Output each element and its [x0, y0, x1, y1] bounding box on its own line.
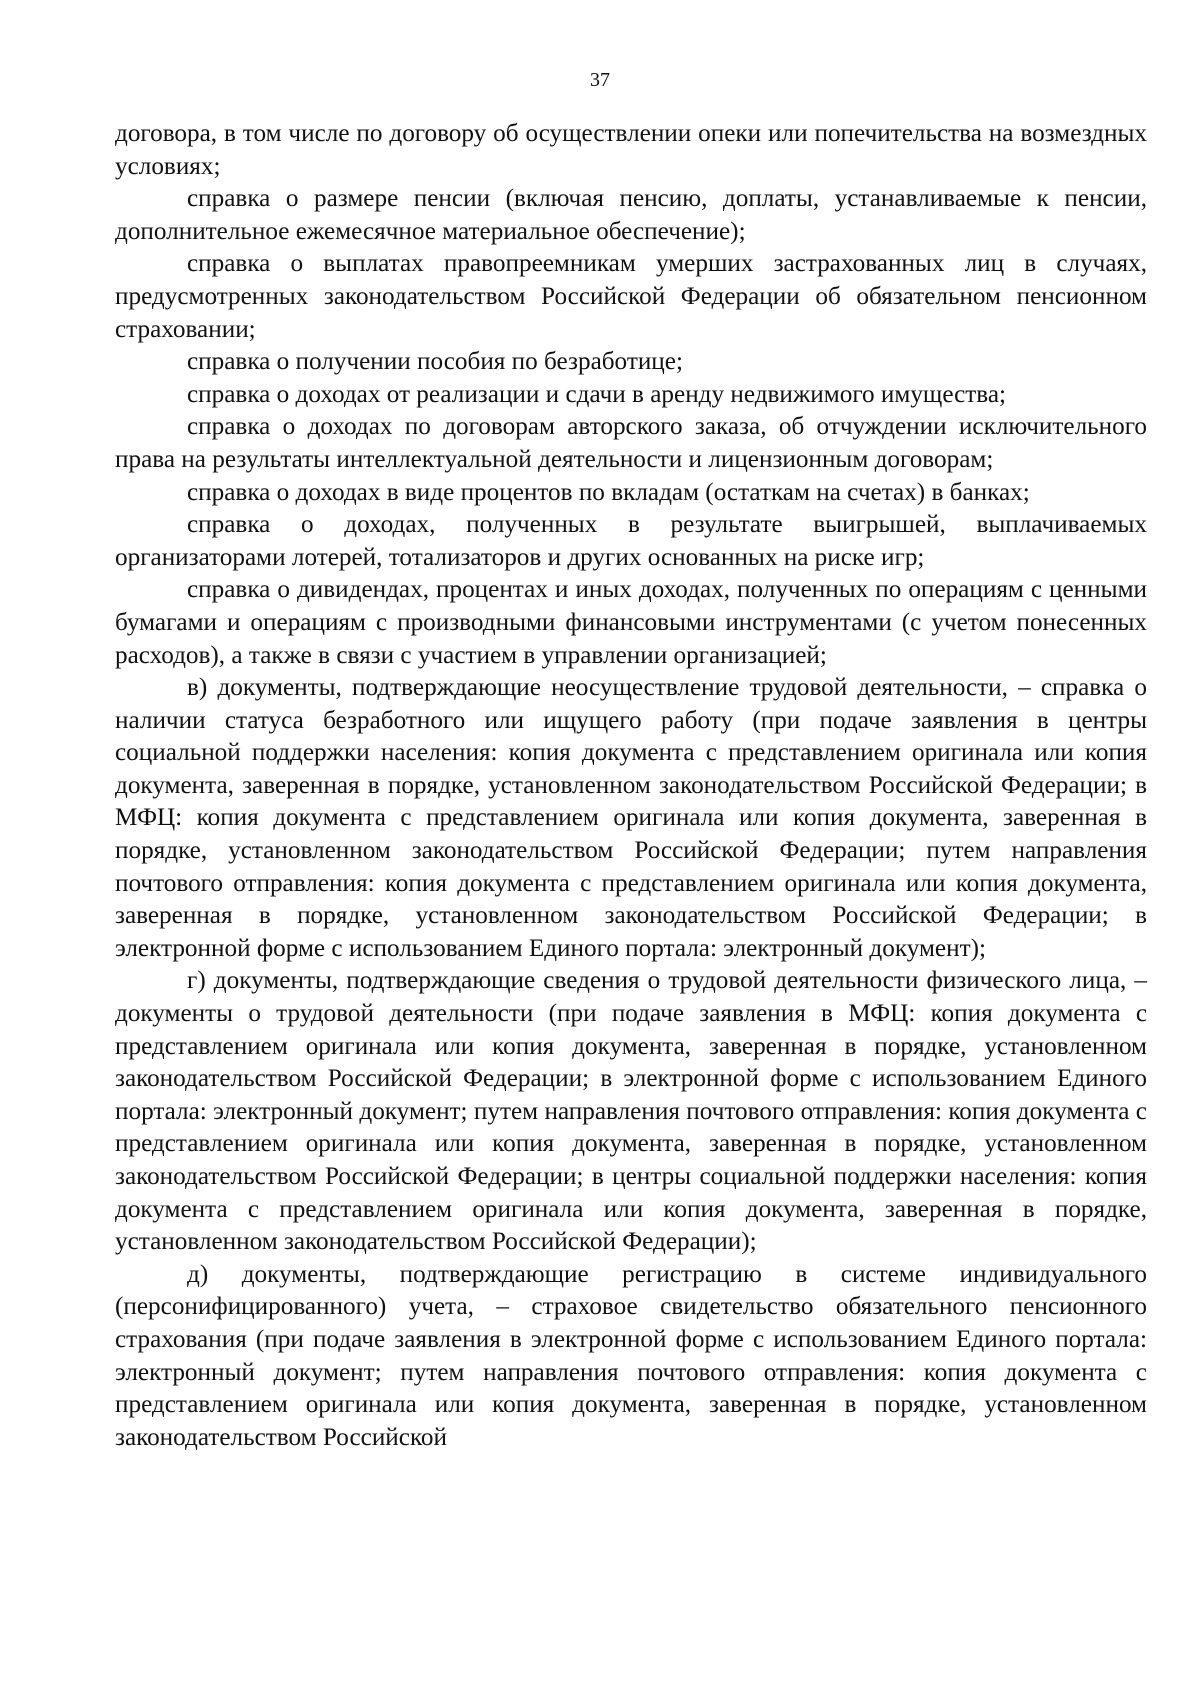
document-body: [115, 118, 1147, 1454]
paragraph-deposit-interest: справка о доходах в виде процентов по вкладам (остаткам на счетах) в банках;: [187, 478, 1030, 506]
paragraph-lottery-winnings: справка о доходах, полученных в результате выигрышей, выплачиваемых организаторами лотерей, тотализаторов и других основанных на риске игр;: [115, 511, 1147, 571]
paragraph-copyright-income: справка о доходах по договорам авторского заказа, об отчуждении исключительного права на результаты интеллектуальной деятельности и лицензионным договорам;: [115, 413, 1147, 473]
paragraph-item-v: в) документы, подтверждающие неосуществление трудовой деятельности, – справка о наличии статуса безработного или ищущего работу (при подаче заявления в центры социальной поддержки населения: копия документа с представлением оригинала или копия документа, заверенная в порядке, установленном законодательством Российской Федерации; в МФЦ: копия документа с представлением оригинала или копия документа, заверенная в порядке, установленном законодательством Российской Федерации; путем направления почтового отправления: копия документа с представлением оригинала или копия документа, заверенная в порядке, установленном законодательством Российской Федерации; в электронной форме с использованием Единого портала: электронный документ);: [115, 674, 1147, 962]
paragraph-item-g: г) документы, подтверждающие сведения о трудовой деятельности физического лица, – документы о трудовой деятельности (при подаче заявления в МФЦ: копия документа с представлением оригинала или копия документа, заверенная в порядке, установленном законодательством Российской Федерации; в электронной форме с использованием Единого портала: электронный документ; путем направления почтового отправления: копия документа с представлением оригинала или копия документа, заверенная в порядке, установленном законодательством Российской Федерации; в центры социальной поддержки населения: копия документа с представлением оригинала или копия документа, заверенная в порядке, установленном законодательством Российской Федерации);: [115, 967, 1147, 1256]
paragraph-pension-certificate: справка о размере пенсии (включая пенсию, доплаты, устанавливаемые к пенсии, дополнительное ежемесячное материальное обеспечение);: [115, 185, 1147, 245]
paragraph-unemployment-benefit: справка о получении пособия по безработице;: [187, 348, 683, 376]
page-number: 37: [590, 69, 610, 91]
paragraph-dividends: справка о дивидендах, процентах и иных доходах, полученных по операциям с ценными бумагами и операциям с производными финансовыми инструментами (с учетом понесенных расходов), а также в связи с участием в управлении организацией;: [115, 576, 1147, 669]
paragraph-continuation: договора, в том числе по договору об осуществлении опеки или попечительства на возмездных условиях;: [115, 120, 1147, 180]
paragraph-property-income: справка о доходах от реализации и сдачи в аренду недвижимого имущества;: [187, 380, 1007, 408]
paragraph-item-d: д) документы, подтверждающие регистрацию в системе индивидуального (персонифицированного) учета, – страховое свидетельство обязательного пенсионного страхования (при подаче заявления в электронной форме с использованием Единого портала: электронный документ; путем направления почтового отправления: копия документа с представлением оригинала или копия документа, заверенная в порядке, установленном законодательством Российской: [115, 1260, 1147, 1451]
paragraph-successor-payments: справка о выплатах правопреемникам умерших застрахованных лиц в случаях, предусмотренных законодательством Российской Федерации об обязательном пенсионном страховании;: [115, 250, 1147, 343]
